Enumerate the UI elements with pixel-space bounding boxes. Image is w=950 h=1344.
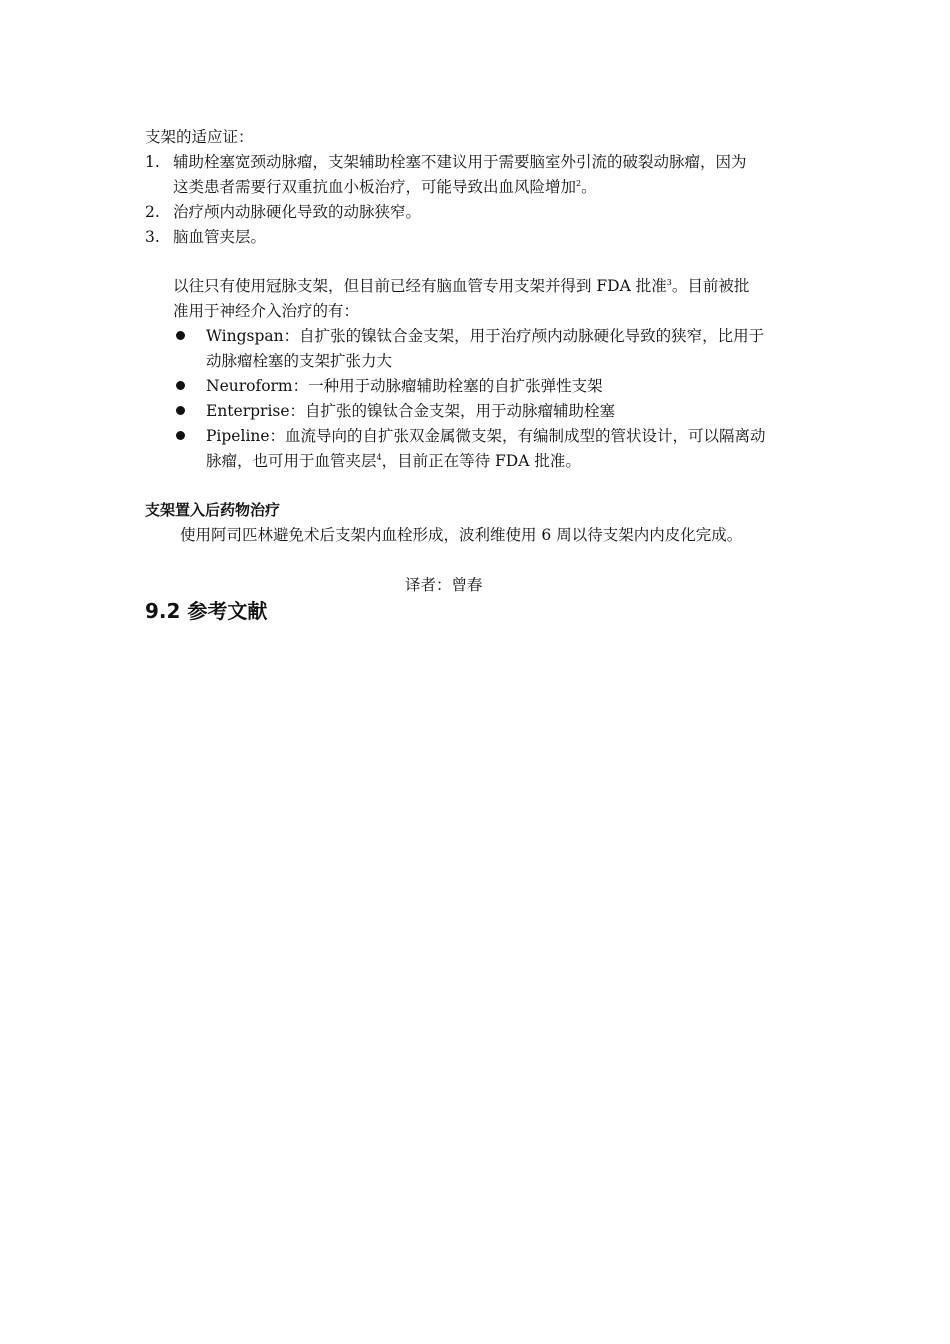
references-heading: 9.2 参考文献 xyxy=(145,599,268,623)
stent-item: Neuroform：一种用于动脉瘤辅助栓塞的自扩张弹性支架 xyxy=(206,377,603,395)
footnote-ref: 2 xyxy=(576,179,582,188)
list-item-text-part: 这类患者需要行双重抗血小板治疗，可能导致出血风险增加 xyxy=(173,178,577,196)
section-title: 支架置入后药物治疗 xyxy=(145,501,281,519)
stent-item-cont xyxy=(206,451,581,471)
list-item-text-cont xyxy=(173,177,597,197)
bullet-icon xyxy=(176,406,185,415)
list-number: 1. xyxy=(145,153,160,171)
footnote-ref: 3 xyxy=(666,278,672,287)
stent-item-text: 脉瘤，也可用于血管夹层 xyxy=(206,452,377,470)
approval-text: 以往只有使用冠脉支架，但目前已经有脑血管专用支架并得到 FDA 批准 xyxy=(173,277,667,295)
list-item-tail: 。 xyxy=(581,178,597,196)
translator-credit: 译者：曾春 xyxy=(405,576,483,594)
bullet-icon xyxy=(176,431,185,440)
stent-item-cont: 动脉瘤栓塞的支架扩张力大 xyxy=(206,352,393,370)
indications-title: 支架的适应证： xyxy=(145,128,254,146)
bullet-icon xyxy=(176,331,185,340)
list-number: 2. xyxy=(145,203,160,221)
list-number: 3. xyxy=(145,228,160,246)
bullet-icon xyxy=(176,381,185,390)
stent-item-tail: ，目前正在等待 FDA 批准。 xyxy=(381,452,581,470)
medication-body: 使用阿司匹林避免术后支架内血栓形成，波利维使用 6 周以待支架内内皮化完成。 xyxy=(180,526,743,544)
approval-text: 。目前被批 xyxy=(671,277,750,295)
footnote-ref: 4 xyxy=(376,453,382,462)
stent-item: Enterprise：自扩张的镍钛合金支架，用于动脉瘤辅助栓塞 xyxy=(206,402,616,420)
stent-item: Wingspan：自扩张的镍钛合金支架，用于治疗颅内动脉硬化导致的狭窄，比用于 xyxy=(206,327,765,345)
stent-item: Pipeline：血流导向的自扩张双金属微支架，有编制成型的管状设计，可以隔离动 xyxy=(206,427,766,445)
approval-paragraph xyxy=(173,276,749,296)
list-item-text: 脑血管夹层。 xyxy=(173,228,267,246)
list-item-text: 辅助栓塞宽颈动脉瘤，支架辅助栓塞不建议用于需要脑室外引流的破裂动脉瘤，因为 xyxy=(173,153,747,171)
approval-paragraph-cont: 准用于神经介入治疗的有： xyxy=(173,302,360,320)
list-item-text: 治疗颅内动脉硬化导致的动脉狭窄。 xyxy=(173,203,422,221)
